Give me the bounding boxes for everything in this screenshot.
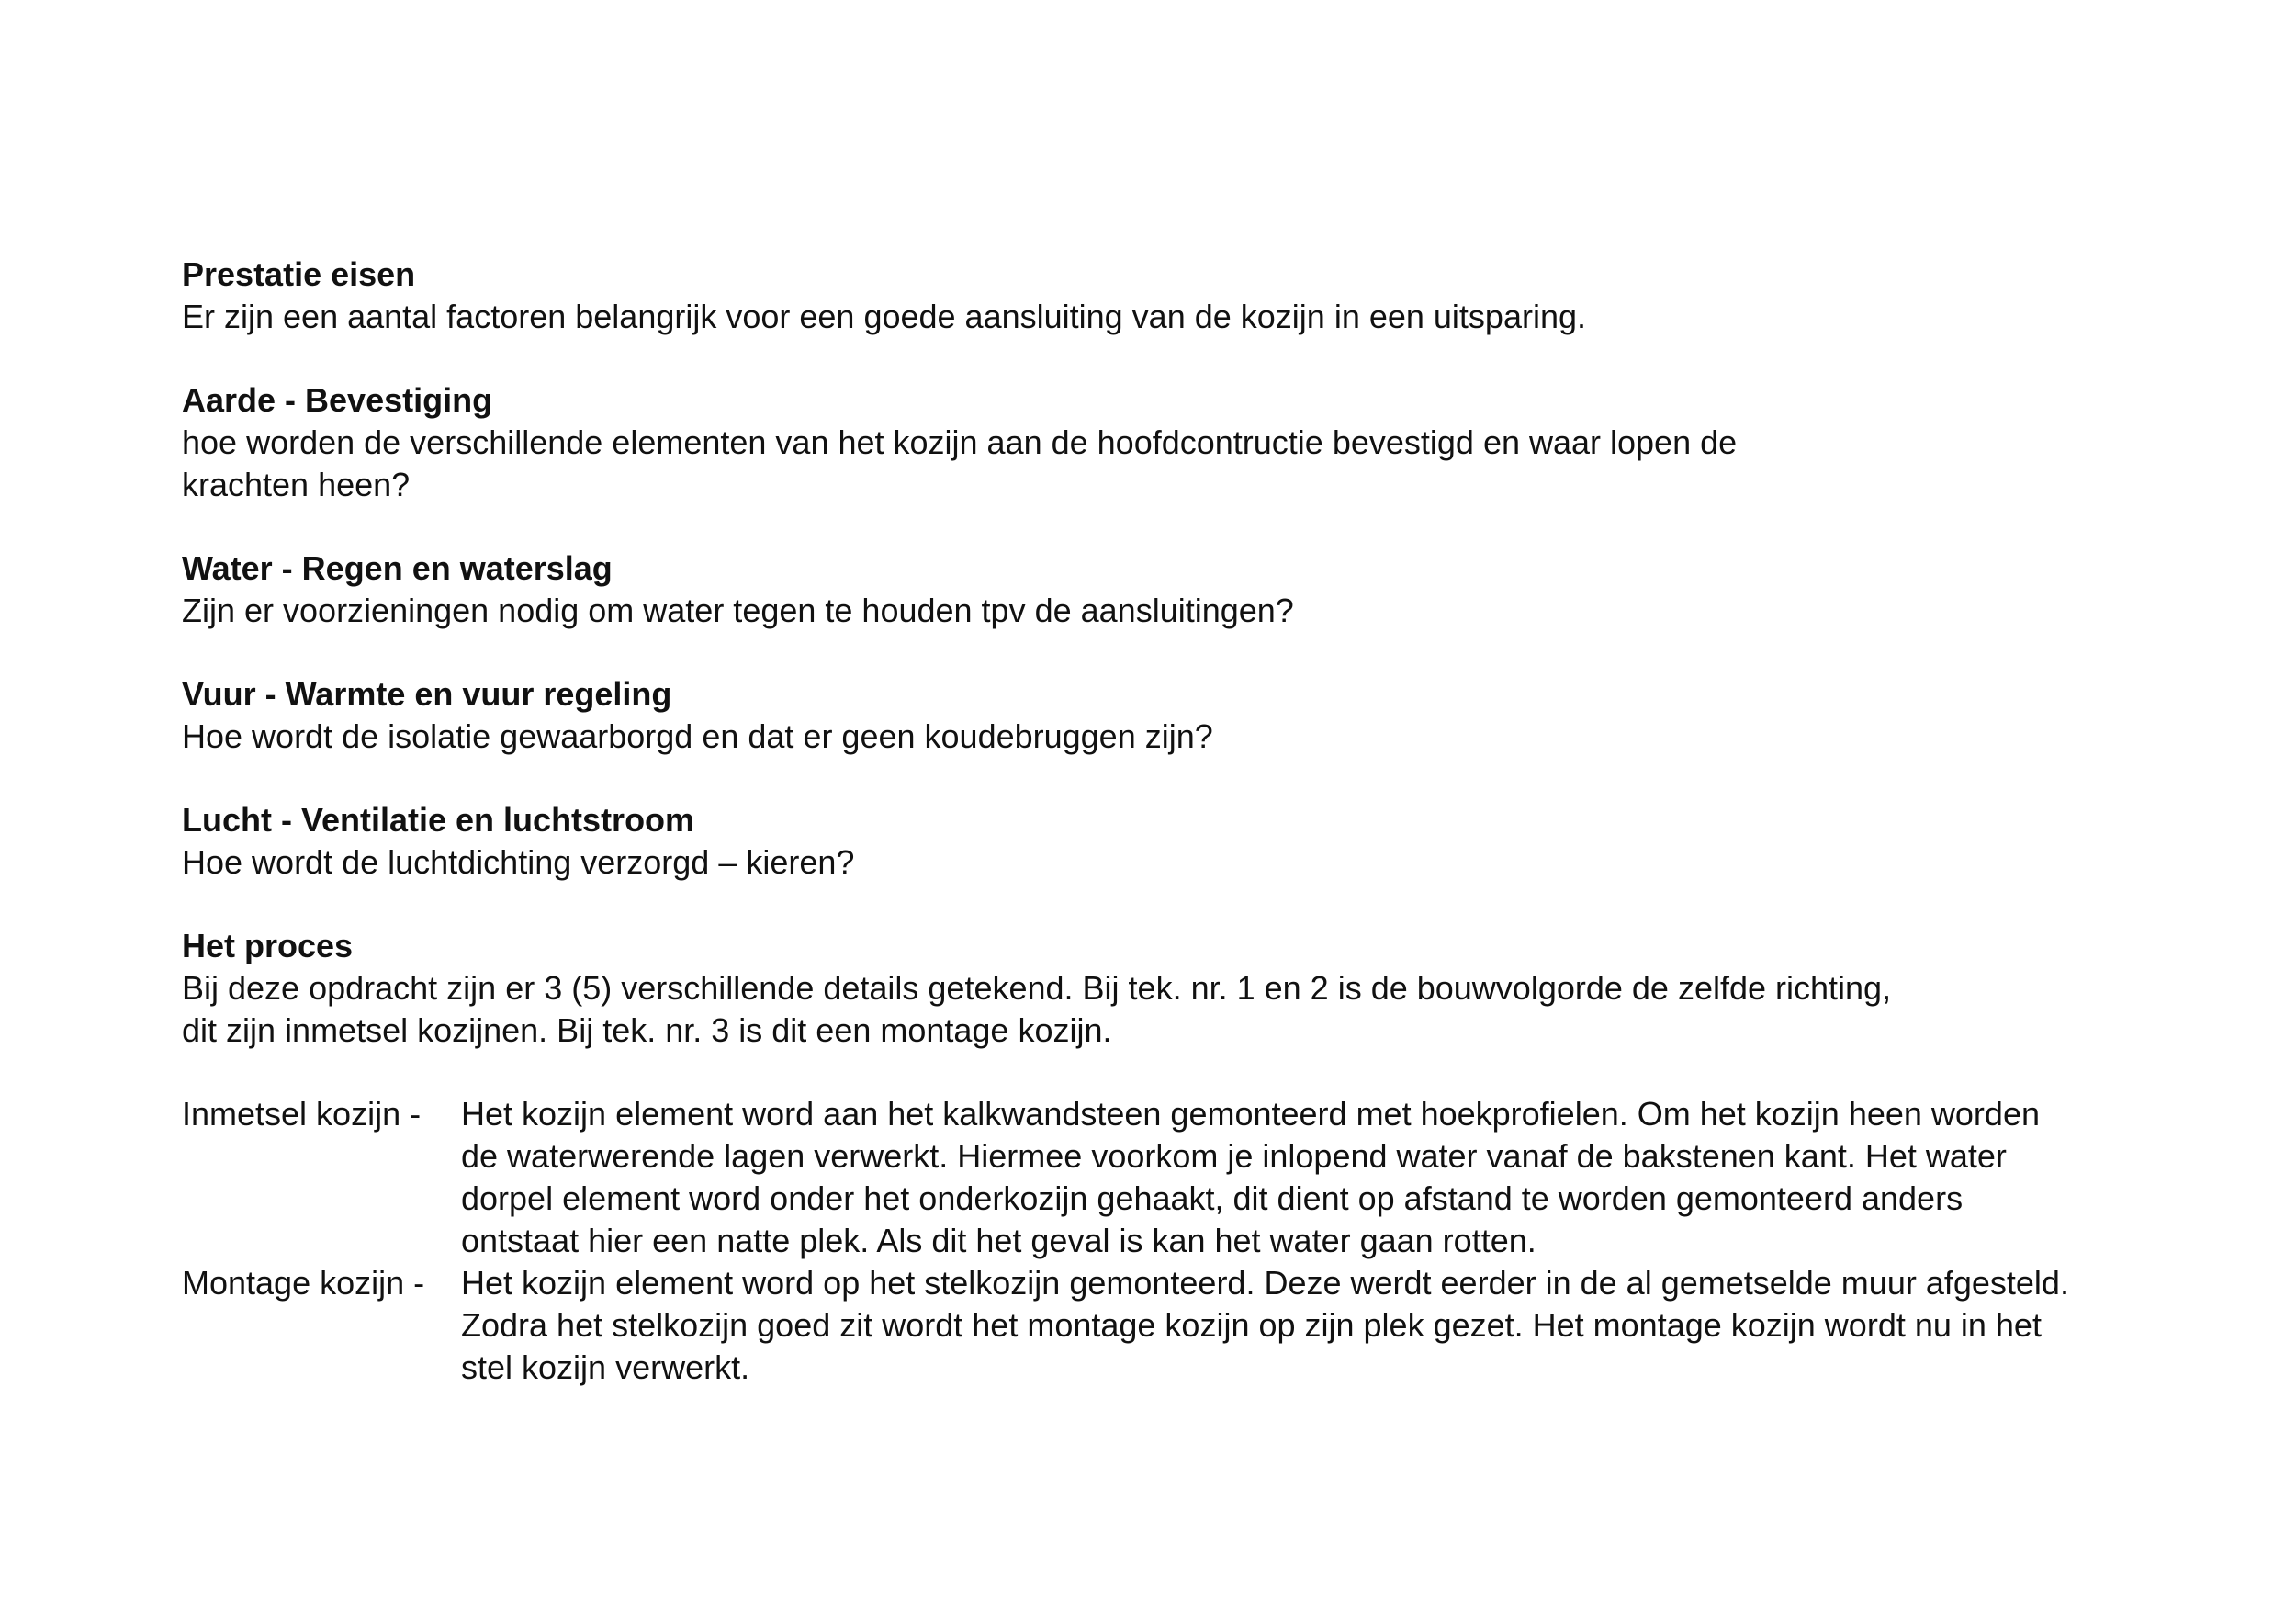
definition-montage-kozijn — [182, 1262, 2129, 1389]
section-heading: Water - Regen en waterslag — [182, 549, 613, 587]
definition-line: Zodra het stelkozijn goed zit wordt het montage kozijn op zijn plek gezet. Het montage kozijn wordt nu in het — [461, 1306, 2042, 1344]
definition-term: Inmetsel kozijn - — [182, 1095, 422, 1133]
section-text-line: krachten heen? — [182, 466, 411, 503]
section-text-line: Hoe wordt de isolatie gewaarborgd en dat er geen koudebruggen zijn? — [182, 717, 1213, 755]
section-heading: Prestatie eisen — [182, 255, 416, 293]
section-heading: Het proces — [182, 927, 354, 964]
section-heading: Aarde - Bevestiging — [182, 381, 493, 419]
section-text-line: Hoe wordt de luchtdichting verzorgd – kieren? — [182, 843, 855, 881]
document-page — [182, 254, 2129, 1389]
definition-description — [461, 1262, 2129, 1389]
section-aarde-bevestiging — [182, 379, 2129, 506]
section-heading: Lucht - Ventilatie en luchtstroom — [182, 801, 695, 839]
section-het-proces — [182, 925, 2129, 1052]
section-text-line: Er zijn een aantal factoren belangrijk voor een goede aansluiting van de kozijn in een uitsparing. — [182, 298, 1586, 335]
definition-line: dorpel element word onder het onderkozijn gehaakt, dit dient op afstand te worden gemonteerd anders — [461, 1179, 1964, 1217]
definition-term: Montage kozijn - — [182, 1264, 425, 1302]
section-water-regen — [182, 547, 2129, 632]
definition-line: stel kozijn verwerkt. — [461, 1348, 750, 1386]
section-prestatie-eisen — [182, 254, 2129, 338]
section-text-line: hoe worden de verschillende elementen van het kozijn aan de hoofdcontructie bevestigd en waar lopen de — [182, 423, 1738, 461]
definition-line: Het kozijn element word op het stelkozijn gemonteerd. Deze werdt eerder in de al gemetselde muur afgesteld. — [461, 1264, 2069, 1302]
section-vuur-warmte — [182, 673, 2129, 758]
section-lucht-ventilatie — [182, 799, 2129, 884]
definition-inmetsel-kozijn — [182, 1093, 2129, 1262]
section-text-line: Bij deze opdracht zijn er 3 (5) verschillende details getekend. Bij tek. nr. 1 en 2 is de bouwvolgorde de zelfde richting, — [182, 969, 1892, 1007]
section-text-line: dit zijn inmetsel kozijnen. Bij tek. nr. 3 is dit een montage kozijn. — [182, 1011, 1112, 1049]
definition-line: Het kozijn element word aan het kalkwandsteen gemonteerd met hoekprofielen. Om het kozijn heen worden — [461, 1095, 2040, 1133]
definition-list — [182, 1093, 2129, 1389]
section-text-line: Zijn er voorzieningen nodig om water tegen te houden tpv de aansluitingen? — [182, 592, 1294, 629]
definition-description — [461, 1093, 2129, 1262]
definition-line: de waterwerende lagen verwerkt. Hiermee voorkom je inlopend water vanaf de bakstenen kant. Het water — [461, 1137, 2007, 1175]
section-heading: Vuur - Warmte en vuur regeling — [182, 675, 672, 713]
definition-line: ontstaat hier een natte plek. Als dit het geval is kan het water gaan rotten. — [461, 1222, 1536, 1259]
